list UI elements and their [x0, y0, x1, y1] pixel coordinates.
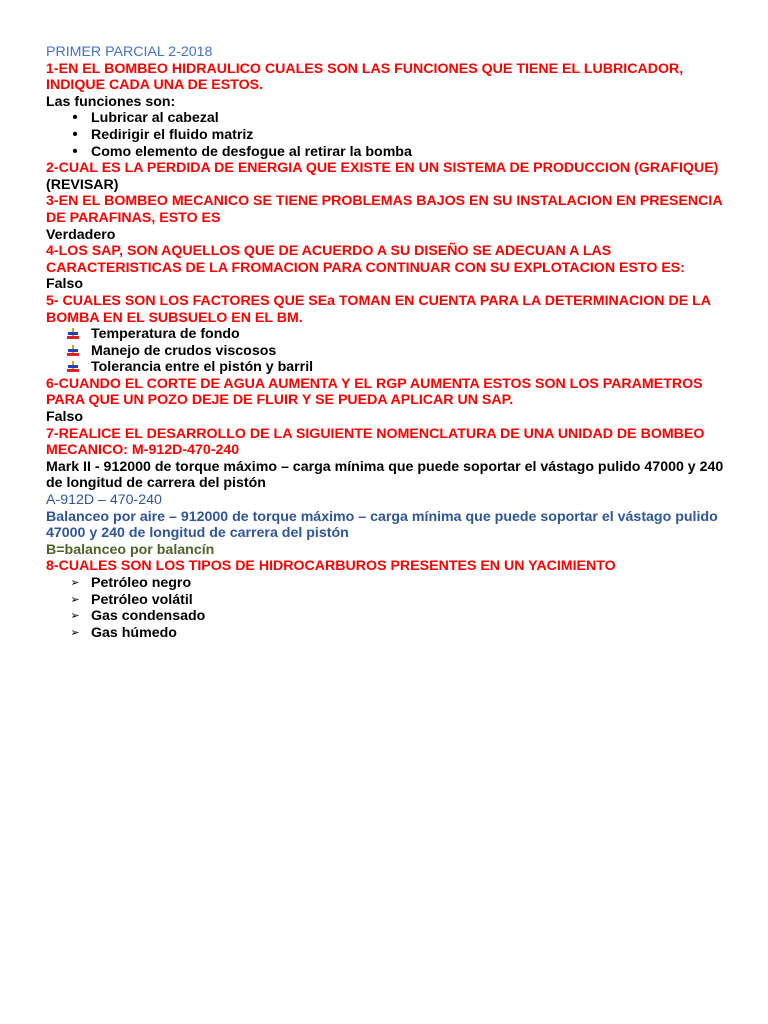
answer-1-intro: Las funciones son:: [46, 93, 176, 110]
arrow-bullet-icon: ➢: [70, 626, 80, 639]
list-item-text: Petróleo negro: [91, 575, 192, 591]
question-1: 1-EN EL BOMBEO HIDRAULICO CUALES SON LAS FUNCIONES QUE TIENE EL LUBRICADOR, INDIQUE CADA UNA DE ESTOS.: [46, 60, 684, 94]
document-body: [46, 44, 736, 641]
bullet-icon: [68, 127, 82, 144]
question-8: 8-CUALES SON LOS TIPOS DE HIDROCARBUROS PRESENTES EN UN YACIMIENTO: [46, 558, 616, 575]
list-item: [46, 326, 736, 343]
list-item: [46, 144, 736, 161]
arrow-bullet-icon: ➢: [70, 577, 80, 589]
answer-6: Falso: [46, 409, 84, 426]
list-item-text: Manejo de crudos viscosos: [91, 342, 277, 359]
list-item-text: Petróleo volátil: [91, 591, 193, 608]
list-item: [46, 343, 736, 360]
list-item-text: Como elemento de desfogue al retirar la bomba: [91, 143, 412, 160]
list-item: [46, 608, 736, 625]
list-item-text: Tolerancia entre el pistón y barril: [91, 359, 314, 376]
answer-4: Falso: [46, 276, 84, 293]
question-7: 7-REALICE EL DESARROLLO DE LA SIGUIENTE NOMENCLATURA DE UNA UNIDAD DE BOMBEO MECANICO: M-912D-470-240: [46, 425, 705, 459]
arrow-bullet-icon: ➢: [70, 593, 80, 606]
flag-bullet-icon: [67, 345, 79, 357]
flag-bullet-icon: [67, 361, 79, 373]
list-item-text: Lubricar al cabezal: [91, 110, 219, 127]
list-item: [46, 575, 736, 592]
question-2: 2-CUAL ES LA PERDIDA DE ENERGIA QUE EXISTE EN UN SISTEMA DE PRODUCCION (GRAFIQUE): [46, 160, 719, 177]
answer-8-list: [46, 575, 736, 641]
answer-7-code: A-912D – 470-240: [46, 492, 162, 509]
list-item: [46, 592, 736, 609]
list-item: [46, 359, 736, 376]
list-item-text: Gas condensado: [91, 608, 206, 625]
question-5: 5- CUALES SON LOS FACTORES QUE SEa TOMAN EN CUENTA PARA LA DETERMINACION DE LA BOMBA EN EL SUBSUELO EN EL BM.: [46, 292, 711, 326]
list-item: [46, 110, 736, 127]
list-item: [46, 127, 736, 144]
answer-3: Verdadero: [46, 226, 116, 243]
title-code: 2-2018: [168, 44, 213, 60]
list-item: [46, 625, 736, 642]
answer-7-air: Balanceo por aire – 912000 de torque máximo – carga mínima que puede soportar el vástago pulido 47000 y 240 de longitud de carrera del pistón: [46, 508, 718, 542]
flag-bullet-icon: [67, 328, 79, 340]
bullet-icon: [68, 144, 82, 161]
question-4: 4-LOS SAP, SON AQUELLOS QUE DE ACUERDO A SU DISEÑO SE ADECUAN A LAS CARACTERISTICAS DE LA FROMACION PARA CONTINUAR CON SU EXPLOTACION ESTO ES:: [46, 243, 685, 276]
page-title: [46, 44, 736, 61]
answer-2: (REVISAR): [46, 176, 119, 193]
answer-7-mark: Mark II - 912000 de torque máximo – carga mínima que puede soportar el vástago pulido 47000 y 240 de longitud de carrera del pistón: [46, 458, 724, 492]
list-item-text: Redirigir el fluido matriz: [91, 126, 254, 143]
title-label: PRIMER PARCIAL: [46, 44, 165, 60]
arrow-bullet-icon: ➢: [70, 610, 80, 623]
answer-5-list: [46, 326, 736, 376]
answer-1-list: [46, 110, 736, 160]
answer-7-beam: B=balanceo por balancín: [46, 541, 215, 558]
list-item-text: Gas húmedo: [91, 624, 177, 641]
question-3: 3-EN EL BOMBEO MECANICO SE TIENE PROBLEMAS BAJOS EN SU INSTALACION EN PRESENCIA DE PARAFINAS, ESTO ES: [46, 193, 723, 226]
list-item-text: Temperatura de fondo: [91, 326, 240, 343]
bullet-icon: [68, 110, 82, 127]
question-6: 6-CUANDO EL CORTE DE AGUA AUMENTA Y EL RGP AUMENTA ESTOS SON LOS PARAMETROS PARA QUE UN POZO DEJE DE FLUIR Y SE PUEDA APLICAR UN SAP.: [46, 375, 703, 409]
